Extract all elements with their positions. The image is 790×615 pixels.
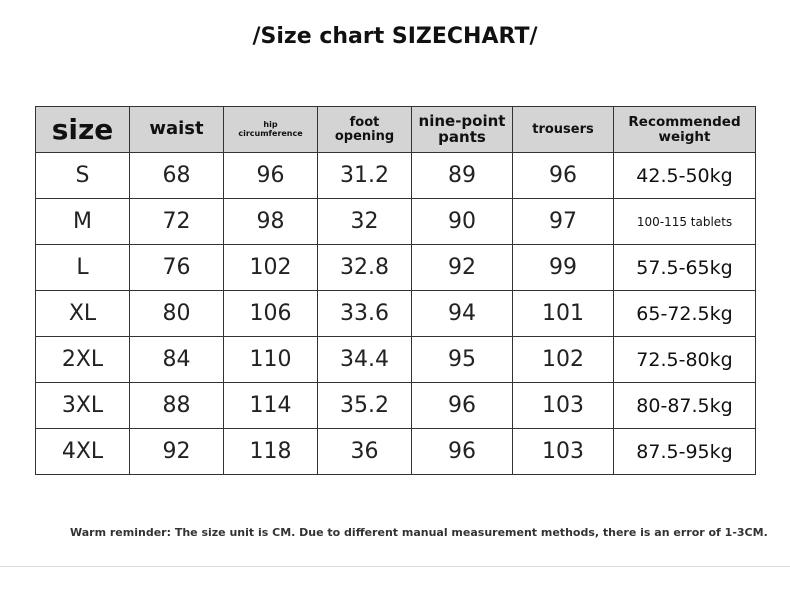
cell-waist: 68 bbox=[130, 153, 224, 199]
cell-trousers: 96 bbox=[513, 153, 614, 199]
cell-nine-point-pants: 96 bbox=[412, 383, 513, 429]
cell-waist: 76 bbox=[130, 245, 224, 291]
header-trousers: trousers bbox=[513, 107, 614, 153]
footer-divider bbox=[0, 566, 790, 567]
table-row bbox=[36, 245, 756, 291]
cell-foot-opening: 31.2 bbox=[318, 153, 412, 199]
cell-waist: 84 bbox=[130, 337, 224, 383]
table-row bbox=[36, 429, 756, 475]
header-hip-line2: circumference bbox=[238, 128, 303, 138]
header-foot-opening bbox=[318, 107, 412, 153]
table-row bbox=[36, 337, 756, 383]
cell-trousers: 103 bbox=[513, 383, 614, 429]
cell-trousers: 99 bbox=[513, 245, 614, 291]
cell-weight: 87.5-95kg bbox=[614, 429, 756, 475]
cell-nine-point-pants: 90 bbox=[412, 199, 513, 245]
header-hip-circumference bbox=[224, 107, 318, 153]
cell-size: 3XL bbox=[36, 383, 130, 429]
cell-foot-opening: 32.8 bbox=[318, 245, 412, 291]
header-foot-line2: opening bbox=[334, 128, 395, 144]
cell-waist: 92 bbox=[130, 429, 224, 475]
cell-foot-opening: 32 bbox=[318, 199, 412, 245]
cell-size: M bbox=[36, 199, 130, 245]
cell-size: 4XL bbox=[36, 429, 130, 475]
header-nine-line2: pants bbox=[438, 127, 486, 146]
table-row bbox=[36, 199, 756, 245]
cell-size: L bbox=[36, 245, 130, 291]
cell-weight: 80-87.5kg bbox=[614, 383, 756, 429]
cell-nine-point-pants: 89 bbox=[412, 153, 513, 199]
cell-waist: 80 bbox=[130, 291, 224, 337]
header-nine-line1: nine-point bbox=[418, 111, 506, 130]
cell-waist: 72 bbox=[130, 199, 224, 245]
cell-weight: 65-72.5kg bbox=[614, 291, 756, 337]
header-weight-line1: Recommended bbox=[628, 114, 741, 131]
cell-waist: 88 bbox=[130, 383, 224, 429]
cell-nine-point-pants: 92 bbox=[412, 245, 513, 291]
cell-hip: 96 bbox=[224, 153, 318, 199]
warm-reminder-note: Warm reminder: The size unit is CM. Due to different manual measurement methods, there is an error of 1-3CM. bbox=[70, 526, 768, 539]
table-row bbox=[36, 291, 756, 337]
header-foot-line1: foot bbox=[349, 114, 380, 130]
cell-foot-opening: 36 bbox=[318, 429, 412, 475]
table-header-row bbox=[36, 107, 756, 153]
cell-foot-opening: 33.6 bbox=[318, 291, 412, 337]
header-hip-line1: hip bbox=[263, 120, 278, 130]
cell-trousers: 103 bbox=[513, 429, 614, 475]
cell-size: 2XL bbox=[36, 337, 130, 383]
header-waist: waist bbox=[130, 107, 224, 153]
size-chart-table bbox=[35, 106, 756, 475]
cell-hip: 106 bbox=[224, 291, 318, 337]
cell-weight: 72.5-80kg bbox=[614, 337, 756, 383]
cell-hip: 102 bbox=[224, 245, 318, 291]
cell-weight: 57.5-65kg bbox=[614, 245, 756, 291]
cell-nine-point-pants: 94 bbox=[412, 291, 513, 337]
cell-weight: 100-115 tablets bbox=[614, 199, 756, 245]
cell-hip: 114 bbox=[224, 383, 318, 429]
cell-nine-point-pants: 95 bbox=[412, 337, 513, 383]
cell-trousers: 101 bbox=[513, 291, 614, 337]
cell-trousers: 102 bbox=[513, 337, 614, 383]
cell-trousers: 97 bbox=[513, 199, 614, 245]
header-nine-point-pants bbox=[412, 107, 513, 153]
header-size: size bbox=[36, 107, 130, 153]
header-recommended-weight bbox=[614, 107, 756, 153]
cell-hip: 110 bbox=[224, 337, 318, 383]
page-title: /Size chart SIZECHART/ bbox=[252, 24, 538, 49]
cell-hip: 98 bbox=[224, 199, 318, 245]
cell-foot-opening: 35.2 bbox=[318, 383, 412, 429]
cell-foot-opening: 34.4 bbox=[318, 337, 412, 383]
cell-size: XL bbox=[36, 291, 130, 337]
cell-hip: 118 bbox=[224, 429, 318, 475]
cell-weight: 42.5-50kg bbox=[614, 153, 756, 199]
header-weight-line2: weight bbox=[658, 128, 711, 145]
cell-nine-point-pants: 96 bbox=[412, 429, 513, 475]
cell-size: S bbox=[36, 153, 130, 199]
table-row bbox=[36, 383, 756, 429]
table-row bbox=[36, 153, 756, 199]
